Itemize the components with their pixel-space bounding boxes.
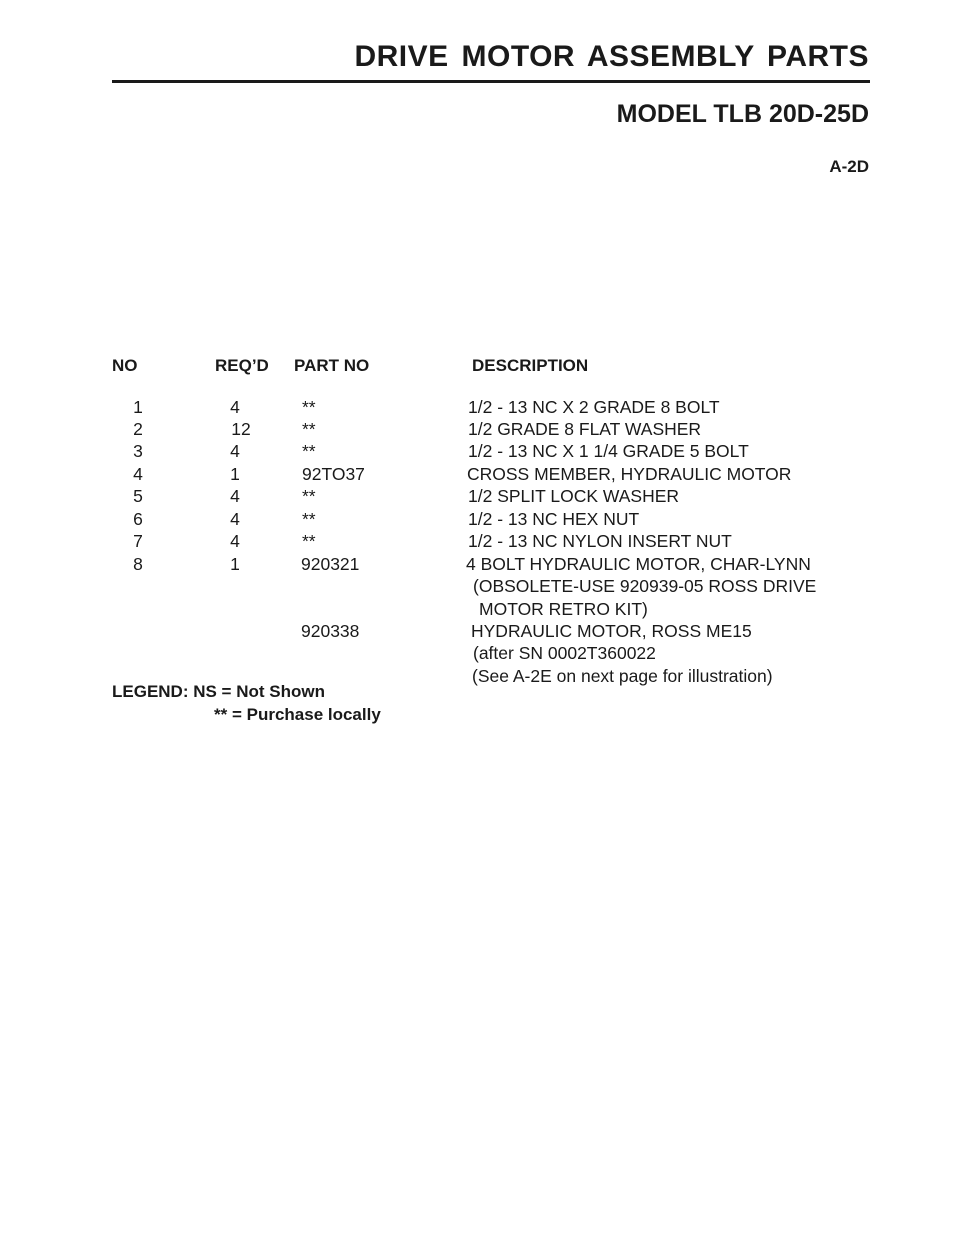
row-description: 1/2 SPLIT LOCK WASHER <box>468 486 680 506</box>
row-part-no: ** <box>302 509 316 529</box>
row-description: CROSS MEMBER, HYDRAULIC MOTOR <box>467 464 792 484</box>
column-header-part-no: PART NO <box>294 356 370 375</box>
row-part-no: ** <box>302 419 316 439</box>
row-description: 1/2 - 13 NC HEX NUT <box>468 509 640 529</box>
page-title: DRIVE MOTOR ASSEMBLY PARTS <box>354 40 869 73</box>
legend-line-2: ** = Purchase locally <box>214 705 381 724</box>
alt-part-description: HYDRAULIC MOTOR, ROSS ME15 <box>471 621 752 641</box>
row-description: 1/2 - 13 NC NYLON INSERT NUT <box>468 531 732 551</box>
row-description-note: (OBSOLETE-USE 920939-05 ROSS DRIVE <box>473 576 817 596</box>
row-reqd: 4 <box>230 509 240 529</box>
alt-part-note: (after SN 0002T360022 <box>473 643 656 663</box>
page-reference: A-2D <box>829 157 869 176</box>
row-part-no: 92TO37 <box>302 464 365 484</box>
row-no: 6 <box>133 509 143 529</box>
row-part-no: 920321 <box>301 554 360 574</box>
row-description: 1/2 GRADE 8 FLAT WASHER <box>468 419 702 439</box>
alt-part-no: 920338 <box>301 621 360 641</box>
row-reqd: 4 <box>230 397 240 417</box>
row-reqd: 4 <box>230 441 240 461</box>
column-header-no: NO <box>112 356 138 375</box>
row-description: 1/2 - 13 NC X 2 GRADE 8 BOLT <box>468 397 720 417</box>
row-reqd: 1 <box>230 554 240 574</box>
title-rule <box>112 80 870 83</box>
row-description: 4 BOLT HYDRAULIC MOTOR, CHAR-LYNN <box>466 554 811 574</box>
row-no: 8 <box>133 554 143 574</box>
column-header-description: DESCRIPTION <box>472 356 589 375</box>
row-part-no: ** <box>302 397 316 417</box>
row-reqd: 4 <box>230 486 240 506</box>
row-reqd: 1 <box>230 464 240 484</box>
model-subtitle: MODEL TLB 20D-25D <box>616 100 869 128</box>
row-description: 1/2 - 13 NC X 1 1/4 GRADE 5 BOLT <box>468 441 749 461</box>
row-part-no: ** <box>302 531 316 551</box>
column-header-reqd: REQ’D <box>215 356 269 375</box>
row-no: 2 <box>133 419 143 439</box>
row-no: 5 <box>133 486 143 506</box>
row-description-note: MOTOR RETRO KIT) <box>479 599 648 619</box>
legend-line-1: LEGEND: NS = Not Shown <box>112 682 325 701</box>
row-part-no: ** <box>302 486 316 506</box>
row-no: 4 <box>133 464 143 484</box>
row-no: 3 <box>133 441 143 461</box>
row-no: 7 <box>133 531 143 551</box>
row-reqd: 12 <box>231 419 251 439</box>
row-part-no: ** <box>302 441 316 461</box>
row-reqd: 4 <box>230 531 240 551</box>
alt-part-note: (See A-2E on next page for illustration) <box>472 666 773 686</box>
row-no: 1 <box>133 397 143 417</box>
